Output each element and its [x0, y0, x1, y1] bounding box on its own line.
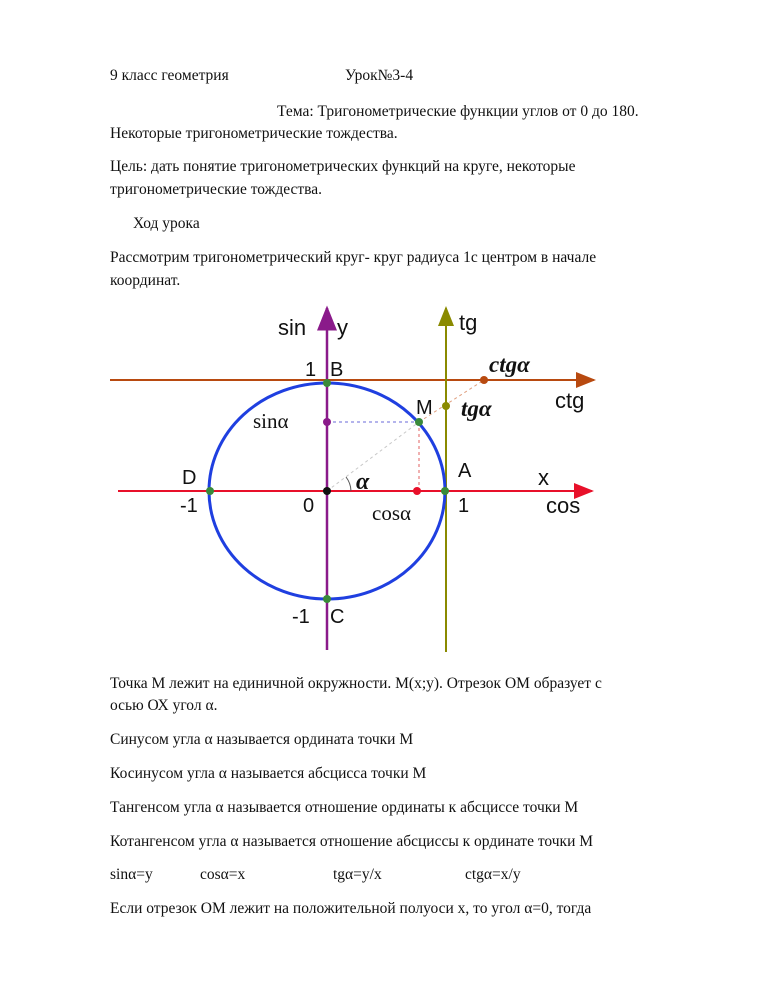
label-alpha: α: [356, 469, 370, 495]
label-c: C: [330, 606, 345, 628]
topic-line-2: Некоторые тригонометрические тождества.: [110, 125, 398, 142]
p1-line-2: осью ОХ угол α.: [110, 697, 218, 714]
angle-arc: [346, 477, 351, 491]
point-d: [206, 487, 214, 495]
label-sin-axis: sin: [278, 315, 307, 340]
label-cos-alpha: cosα: [372, 501, 411, 525]
label-a: A: [458, 460, 472, 482]
label-d: D: [182, 467, 197, 489]
formula-tg: tgα=у/x: [333, 866, 382, 883]
course-title: Ход урока: [133, 215, 200, 232]
definition-tg: Тангенсом угла α называется отношение ординаты к абсциссе точки М: [110, 799, 579, 816]
point-tg: [442, 402, 450, 410]
label-zero: 0: [303, 495, 315, 517]
p1-line-1: Точка М лежит на единичной окружности. М(х;у). Отрезок ОМ образует с: [110, 675, 602, 692]
point-a: [441, 487, 449, 495]
definition-ctg: Котангенсом угла α называется отношение абсциссы к ординате точки М: [110, 833, 594, 850]
label-one-right: 1: [458, 495, 470, 517]
label-ctg-axis: ctg: [555, 388, 585, 413]
label-cos-axis: cos: [546, 493, 581, 518]
lesson-number: Урок№3-4: [345, 67, 414, 84]
point-origin: [323, 487, 331, 495]
point-cos: [413, 487, 421, 495]
label-tg-alpha: tgα: [461, 396, 492, 421]
label-tg-axis: tg: [459, 310, 478, 335]
label-minus-one-bottom: -1: [292, 606, 310, 628]
goal-line-1: Цель: дать понятие тригонометрических функций на круге, некоторые: [110, 158, 576, 175]
formula-sin: sinα=у: [110, 866, 153, 883]
label-sin-alpha: sinα: [253, 409, 289, 433]
label-x-axis: x: [538, 465, 549, 490]
p6-line: Если отрезок ОМ лежит на положительной полуоси х, то угол α=0, тогда: [110, 900, 592, 917]
point-sin: [323, 418, 331, 426]
label-ctg-alpha: ctgα: [489, 352, 530, 377]
label-one-top: 1: [305, 359, 317, 381]
formula-ctg: ctgα=x/у: [465, 866, 521, 883]
label-m: M: [416, 397, 433, 419]
intro-line-2: координат.: [110, 272, 181, 289]
topic-line-1: Тема: Тригонометрические функции углов от 0 до 180.: [277, 103, 639, 120]
grade-label: 9 класс геометрия: [110, 67, 229, 84]
point-c: [323, 595, 331, 603]
definition-sin: Синусом угла α называется ордината точки М: [110, 731, 414, 748]
label-b: B: [330, 359, 344, 381]
intro-line-1: Рассмотрим тригонометрический круг- круг радиуса 1с центром в начале: [110, 249, 597, 266]
dashed-radius-om: [327, 422, 419, 491]
point-m: [415, 418, 423, 426]
formula-cos: cosα=x: [200, 866, 246, 883]
label-y-axis: y: [337, 315, 348, 340]
goal-line-2: тригонометрические тождества.: [110, 181, 323, 198]
label-minus-one-left: -1: [180, 495, 198, 517]
point-ctg: [480, 376, 488, 384]
definition-cos: Косинусом угла α называется абсцисса точки М: [110, 765, 427, 782]
